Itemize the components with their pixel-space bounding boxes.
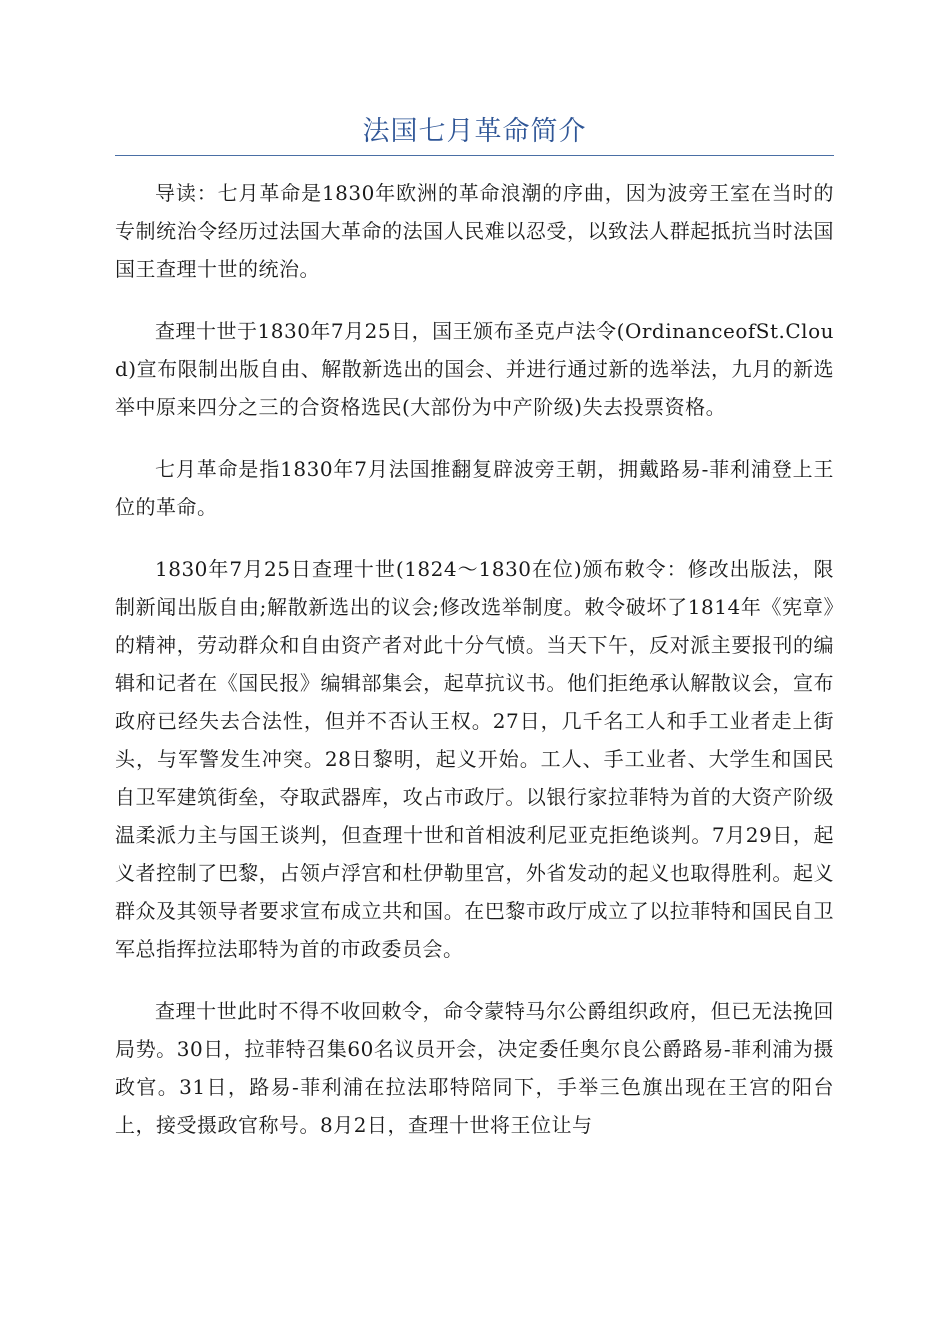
paragraph-definition: 七月革命是指1830年7月法国推翻复辟波旁王朝，拥戴路易-菲利浦登上王位的革命。: [115, 457, 834, 519]
document-body: [115, 174, 834, 1168]
paragraph-intro: 导读：七月革命是1830年欧洲的革命浪潮的序曲，因为波旁王室在当时的专制统治令经历过法国大革命的法国人民难以忍受，以致法人群起抵抗当时法国国王查理十世的统治。: [115, 181, 834, 281]
document-title: 法国七月革命简介: [362, 116, 587, 147]
title-underline: [115, 155, 834, 156]
paragraph-events: 1830年7月25日查理十世(1824～1830在位)颁布敕令：修改出版法，限制新闻出版自由;解散新选出的议会;修改选举制度。敕令破坏了1814年《宪章》的精神，劳动群众和自由资产者对此十分气愤。当天下午，反对派主要报刊的编辑和记者在《国民报》编辑部集会，起草抗议书。他们拒绝承认解散议会，宣布政府已经失去合法性，但并不否认王权。27日，几千名工人和手工业者走上街头，与军警发生冲突。28日黎明，起义开始。工人、手工业者、大学生和国民自卫军建筑街垒，夺取武器库，攻占市政厅。以银行家拉菲特为首的大资产阶级温柔派力主与国王谈判，但查理十世和首相波利尼亚克拒绝谈判。7月29日，起义者控制了巴黎，占领卢浮宫和杜伊勒里宫，外省发动的起义也取得胜利。起义群众及其领导者要求宣布成立共和国。在巴黎市政厅成立了以拉菲特和国民自卫军总指挥拉法耶特为首的市政委员会。: [115, 557, 834, 961]
paragraph-ordinance: 查理十世于1830年7月25日，国王颁布圣克卢法令(OrdinanceofSt.Cloud)宣布限制出版自由、解散新选出的国会、并进行通过新的选举法，九月的新选举中原来四分之三的合资格选民(大部份为中产阶级)失去投票资格。: [115, 319, 834, 419]
paragraph-aftermath: 查理十世此时不得不收回敕令，命令蒙特马尔公爵组织政府，但已无法挽回局势。30日，拉菲特召集60名议员开会，决定委任奥尔良公爵路易-菲利浦为摄政官。31日，路易-菲利浦在拉法耶特陪同下，手举三色旗出现在王宫的阳台上，接受摄政官称号。8月2日，查理十世将王位让与: [115, 999, 834, 1137]
